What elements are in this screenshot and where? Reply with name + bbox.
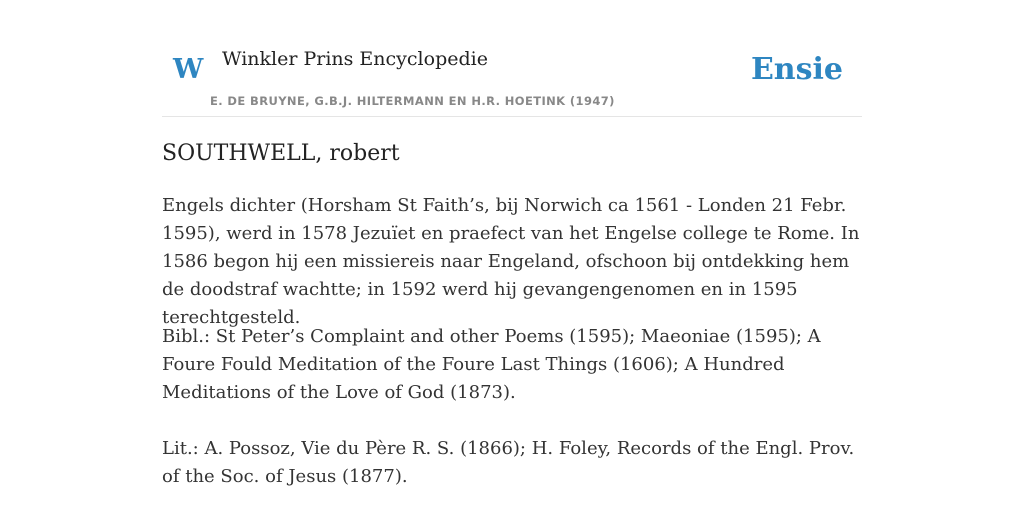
source-header xyxy=(162,0,862,117)
entry-title: SOUTHWELL, robert xyxy=(162,141,400,166)
entry-bibliography: Bibl.: St Peter’s Complaint and other Poems (1595); Maeoniae (1595); A Foure Fould Meditation of the Foure Last Things (1606); A Hundred Meditations of the Love of God (1873). xyxy=(162,326,821,403)
ensie-brand-logo[interactable]: Ensie xyxy=(750,52,843,87)
source-logo[interactable]: W xyxy=(173,54,204,85)
entry-literature: Lit.: A. Possoz, Vie du Père R. S. (1866); H. Foley, Records of the Engl. Prov. of the Soc. of Jesus (1877). xyxy=(162,438,855,487)
source-title[interactable]: Winkler Prins Encyclopedie xyxy=(222,48,488,70)
entry-body-paragraph: Engels dichter (Horsham St Faith’s, bij Norwich ca 1561 - Londen 21 Febr. 1595), werd in 1578 Jezuïet en praefect van het Engelse college te Rome. In 1586 begon hij een missiereis naar Engeland, ofschoon bij ontdekking hem de doodstraf wachtte; in 1592 werd hij gevangengenomen en in 1595 terechtgesteld. xyxy=(162,195,860,328)
source-authors: E. DE BRUYNE, G.B.J. HILTERMANN EN H.R. HOETINK (1947) xyxy=(210,94,615,108)
